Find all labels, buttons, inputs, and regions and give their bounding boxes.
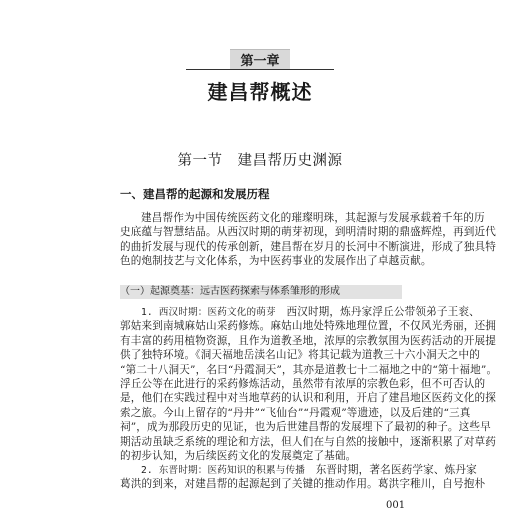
section-title: 第一节 建昌帮历史渊源 (177, 153, 343, 169)
paragraph-line: 有丰富的药用植物资源，且作为道教圣地，浓厚的宗教氛围为医药活动的开展提 (120, 334, 497, 347)
page-number: 001 (386, 500, 406, 511)
paragraph-lead: 2. 东晋时期：医药知识的积累与传播 (141, 465, 305, 476)
paragraph-line: 祠”，成为那段历史的见证，也为后世建昌帮的发展埋下了最初的种子。这些早 (120, 421, 491, 434)
chapter-label (230, 49, 290, 69)
paragraph-line: 2. 东晋时期：医药知识的积累与传播 东晋时期，著名医药学家、炼丹家 (141, 464, 477, 476)
intro-line: 的曲折发展与现代的传承创新，建昌帮在岁月的长河中不断演进，形成了独具特 (120, 240, 497, 253)
paragraph-line: 索之旅。今山上留存的“丹井”“飞仙台”“丹霞观”等遗迹，以及后建的“三真 (120, 406, 471, 419)
paragraph-line: 1. 西汉时期：医药文化的萌芽 西汉时期，炼丹家浮丘公带领弟子王衮、 (141, 306, 480, 318)
paragraph-eastern-jin (120, 463, 486, 492)
chapter-label-text: 第一章 (240, 54, 280, 69)
paragraph-line: “第二十八洞天”，名曰“丹霞洞天”，其亦是道教七十二福地之中的“第十福地”。 (120, 363, 498, 376)
paragraph-line: 的初步认知，为后续医药文化的发展奠定了基础。 (120, 449, 357, 462)
intro-paragraph (120, 211, 497, 269)
paragraph-western-han (120, 305, 498, 463)
intro-line: 史底蕴与智慧结晶。从西汉时期的萌芽初现，到明清时期的鼎盛辉煌，再到近代 (120, 226, 497, 239)
paragraph-lead: 1. 西汉时期：医药文化的萌芽 (141, 307, 276, 318)
paragraph-line: 葛洪的到来，对建昌帮的起源起到了关键的推动作用。葛洪字稚川，自号抱朴 (120, 478, 486, 491)
paragraph-line: 郭姑来到南城麻姑山采药修炼。麻姑山地处特殊地理位置，不仅风光秀丽，还拥 (120, 320, 497, 333)
chapter-divider (186, 69, 334, 70)
paragraph-line: 供了独特环境。《洞天福地岳渎名山记》将其记载为道教三十六小洞天之中的 (120, 349, 480, 362)
intro-line: 色的炮制技艺与文化体系，为中医药事业的发展作出了卓越贡献。 (120, 255, 432, 268)
intro-line: 建昌帮作为中国传统医药文化的璀璨明珠，其起源与发展承载着千年的历 (141, 212, 485, 224)
paragraph-line: 期活动虽缺乏系统的理论和方法，但人们在与自然的接触中，逐渐积累了对草药 (120, 435, 497, 448)
heading-level-1: 一、建昌帮的起源和发展历程 (120, 187, 270, 201)
heading-level-2: （一）起源奠基：远古医药探索与体系雏形的形成 (120, 285, 402, 299)
paragraph-line: 是，他们在实践过程中对当地草药的认识和利用，开启了建昌地区医药文化的探 (120, 392, 497, 405)
paragraph-line: 浮丘公等在此进行的采药修炼活动，虽然带有浓厚的宗教色彩，但不可否认的 (120, 377, 486, 390)
chapter-title: 建昌帮概述 (207, 80, 313, 104)
